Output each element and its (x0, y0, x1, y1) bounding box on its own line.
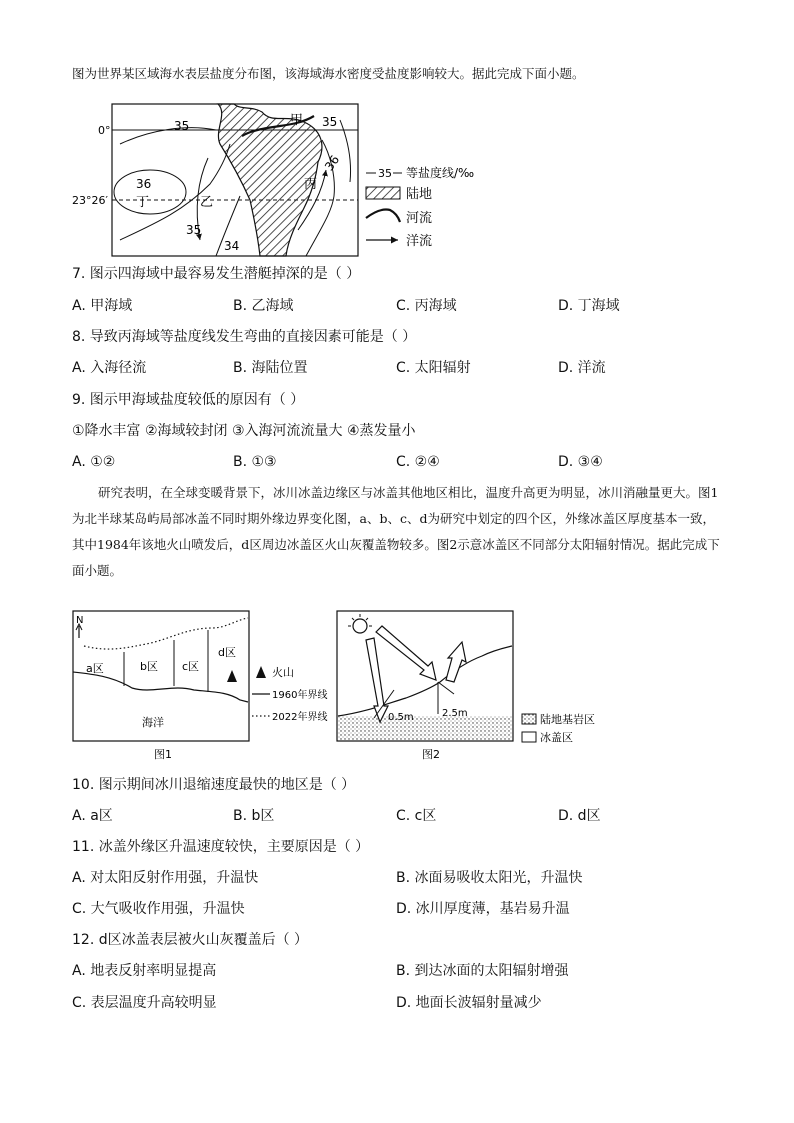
question-12: 12. d区冰盖表层被火山灰覆盖后（ ） (72, 932, 309, 948)
intro-text-1: 图为世界某区域海水表层盐度分布图，该海域海水密度受盐度影响较大。据此完成下面小题。 (72, 66, 585, 81)
q8-option-b[interactable]: B. 海陆位置 (233, 360, 308, 376)
lat-23-label: 23°26′ (72, 194, 108, 207)
q9-items: ①降水丰富 ②海域较封闭 ③入海河流流量大 ④蒸发量小 (72, 423, 416, 439)
q11-option-d[interactable]: D. 冰川厚度薄，基岩易升温 (396, 901, 570, 917)
bedrock-area (338, 716, 512, 740)
svg-text:36: 36 (136, 177, 152, 191)
label-jia: 甲 (290, 113, 304, 128)
lat-0-label: 0° (98, 124, 111, 137)
question-8: 8. 导致丙海域等盐度线发生弯曲的直接因素可能是（ ） (72, 329, 417, 345)
figure-1-caption: 图1 (154, 748, 172, 761)
svg-text:火山: 火山 (272, 666, 294, 679)
legend-volcano-icon (256, 666, 266, 678)
svg-text:冰盖区: 冰盖区 (540, 731, 573, 744)
q9-option-c[interactable]: C. ②④ (396, 454, 440, 470)
zone-d-label: d区 (218, 646, 236, 659)
svg-text:34: 34 (224, 239, 240, 253)
question-7: 7. 图示四海域中最容易发生潜艇掉深的是（ ） (72, 266, 361, 282)
svg-text:洋流: 洋流 (406, 234, 433, 249)
q11-option-c[interactable]: C. 大气吸收作用强，升温快 (72, 901, 245, 917)
figure-1 (72, 610, 342, 765)
q12-option-c[interactable]: C. 表层温度升高较明显 (72, 995, 217, 1011)
q9-option-b[interactable]: B. ①③ (233, 454, 277, 470)
q7-option-d[interactable]: D. 丁海域 (558, 298, 620, 314)
q9-option-d[interactable]: D. ③④ (558, 454, 603, 470)
q12-option-a[interactable]: A. 地表反射率明显提高 (72, 963, 217, 979)
svg-text:2022年界线: 2022年界线 (272, 712, 328, 723)
figure-2-caption: 图2 (422, 748, 440, 761)
svg-text:35: 35 (378, 167, 392, 180)
label-ding: 丁 (136, 195, 150, 210)
q9-option-a[interactable]: A. ①② (72, 454, 116, 470)
q10-option-b[interactable]: B. b区 (233, 808, 275, 824)
sun-icon (348, 614, 372, 633)
map1-legend (366, 165, 474, 249)
q8-option-d[interactable]: D. 洋流 (558, 360, 606, 376)
label-bing: 丙 (304, 177, 318, 192)
question-11: 11. 冰盖外缘区升温速度较快，主要原因是（ ） (72, 839, 370, 855)
ice-surface-line (338, 646, 512, 716)
svg-text:36: 36 (321, 152, 343, 174)
q7-option-b[interactable]: B. 乙海域 (233, 298, 294, 314)
q10-option-d[interactable]: D. d区 (558, 808, 601, 824)
svg-text:35: 35 (322, 115, 338, 129)
svg-text:35: 35 (186, 223, 202, 237)
svg-text:陆地: 陆地 (406, 187, 433, 202)
question-10: 10. 图示期间冰川退缩速度最快的地区是（ ） (72, 777, 356, 793)
zone-a-label: a区 (86, 662, 104, 675)
svg-text:等盐度线/‰: 等盐度线/‰ (406, 166, 475, 180)
q7-option-a[interactable]: A. 甲海域 (72, 298, 133, 314)
question-9: 9. 图示甲海域盐度较低的原因有（ ） (72, 392, 305, 408)
intro-text-2: 研究表明，在全球变暖背景下，冰川冰盖边缘区与冰盖其他地区相比，温度升高更为明显，冰川消融量更大。图1为北半球某岛屿局部冰盖不同时期外缘边界变化图，a、b、c、d为研究中划定的四个区，外缘冰盖区厚度基本一致，其中1984年该地火山喷发后，d区周边冰盖区火山灰覆盖物较多。图2示意冰盖区不同部分太阳辐射情况。据此完成下面小题。 (72, 485, 720, 578)
depth-label-2: 2.5m (442, 708, 468, 719)
q7-option-c[interactable]: C. 丙海域 (396, 298, 457, 314)
ocean-label: 海洋 (142, 716, 164, 729)
volcano-icon (227, 670, 237, 682)
salinity-map (72, 100, 500, 260)
north-label: N (76, 615, 84, 626)
q12-option-b[interactable]: B. 到达冰面的太阳辐射增强 (396, 963, 569, 979)
zone-c-label: c区 (182, 660, 200, 673)
label-yi: 乙 (200, 195, 214, 210)
q11-option-b[interactable]: B. 冰面易吸收太阳光，升温快 (396, 870, 583, 886)
q10-option-a[interactable]: A. a区 (72, 808, 113, 824)
depth-label-1: 0.5m (388, 712, 414, 723)
svg-text:河流: 河流 (406, 211, 433, 226)
q11-option-a[interactable]: A. 对太阳反射作用强，升温快 (72, 870, 259, 886)
svg-text:35: 35 (174, 119, 190, 133)
q8-option-a[interactable]: A. 入海径流 (72, 360, 147, 376)
figure-2 (336, 610, 626, 765)
svg-text:1960年界线: 1960年界线 (272, 690, 328, 701)
q12-option-d[interactable]: D. 地面长波辐射量减少 (396, 995, 542, 1011)
q8-option-c[interactable]: C. 太阳辐射 (396, 360, 471, 376)
zone-b-label: b区 (140, 660, 158, 673)
q10-option-c[interactable]: C. c区 (396, 808, 437, 824)
svg-text:陆地基岩区: 陆地基岩区 (540, 713, 595, 726)
